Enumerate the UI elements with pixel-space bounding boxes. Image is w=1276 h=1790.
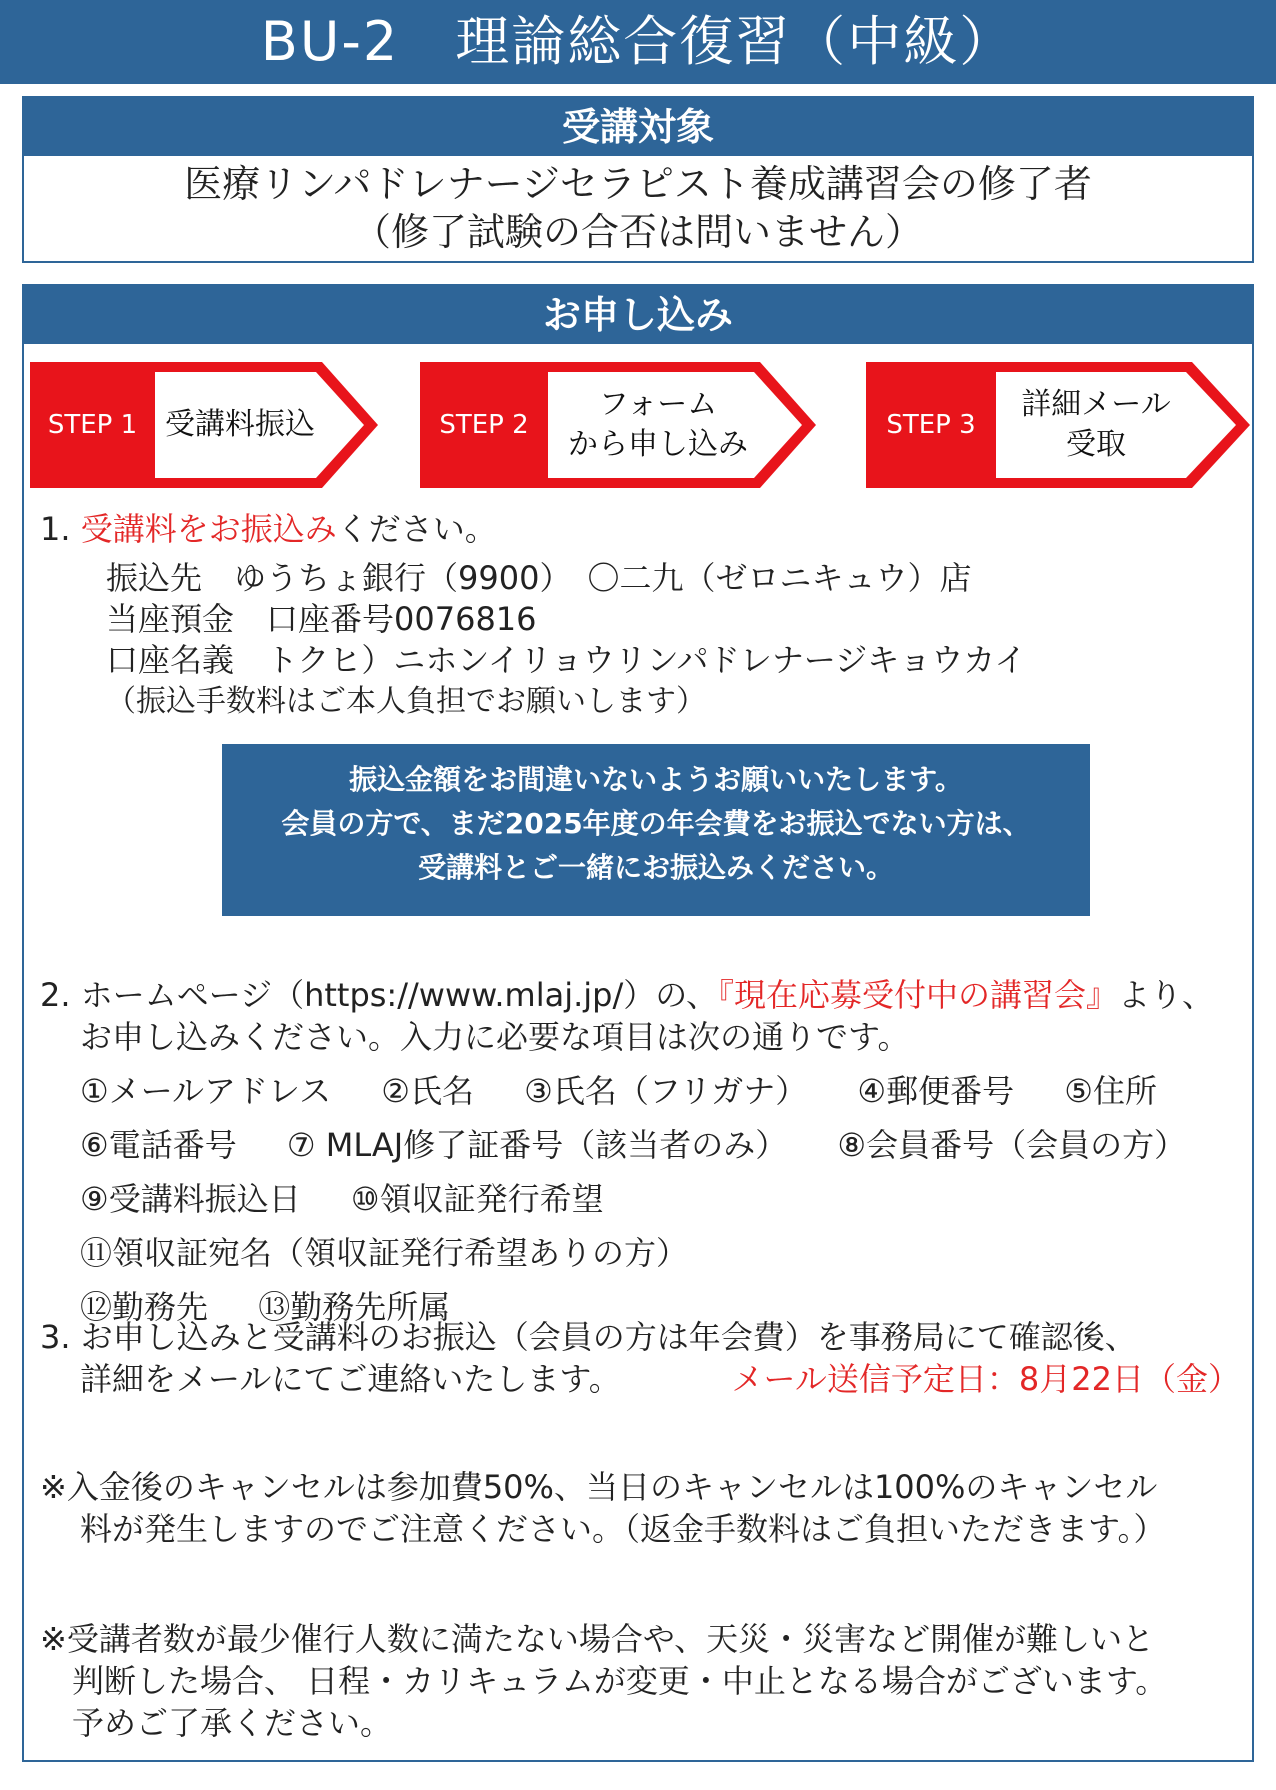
page-title: BU-2 理論総合復習（中級） — [0, 0, 1276, 84]
target-heading: 受講対象 — [24, 98, 1252, 156]
item1-red-text: 受講料をお振込み — [80, 510, 337, 548]
field-item: ⑫勤務先 — [80, 1288, 209, 1326]
item3-line1 — [40, 1316, 1240, 1358]
step1-label — [155, 362, 325, 488]
field-item: ⑧会員番号（会員の方） — [837, 1126, 1187, 1164]
step1-tag: STEP 1 — [47, 410, 138, 440]
field-item: ②氏名 — [381, 1072, 474, 1110]
item1-rest-text: ください。 — [336, 510, 497, 548]
field-item: ⑦ MLAJ修了証番号（該当者のみ） — [286, 1126, 788, 1164]
bank-line-4: （振込手数料はご本人負担でお願いします） — [106, 684, 706, 719]
field-item: ④郵便番号 — [857, 1072, 1015, 1110]
step2-tag: STEP 2 — [439, 410, 529, 440]
change-note-line2: 判断した場合、 日程・カリキュラムが変更・中止となる場合がございます。 — [72, 1662, 1168, 1700]
field-item: ⑬勤務先所属 — [258, 1288, 451, 1326]
item3-line2-text: 詳細をメールにてご連絡いたします。 — [80, 1360, 621, 1398]
bank-info — [106, 558, 1026, 722]
bank-line-1: 振込先 ゆうちょ銀行（9900） 〇二九（ゼロニキュウ）店 — [106, 559, 972, 597]
item2-red-link: 『現在応募受付中の講習会』 — [717, 976, 1118, 1014]
field-item: ⑩領収証発行希望 — [350, 1180, 604, 1218]
item2-post: より、 — [1117, 976, 1214, 1014]
notice-line-3: 受講料とご一緒にお振込みください。 — [417, 851, 894, 884]
item2-line1 — [40, 974, 1214, 1016]
step2-line2: から申し込み — [568, 427, 748, 462]
target-line2: （修了試験の合否は問いません） — [352, 210, 923, 254]
notice-line-1: 振込金額をお間違いないようお願いいたします。 — [349, 763, 963, 796]
field-item: ⑪領収証宛名（領収証発行希望ありの方） — [80, 1234, 689, 1272]
step2-line1: フォーム — [598, 387, 718, 422]
apply-heading: お申し込み — [24, 286, 1252, 344]
field-item: ⑨受講料振込日 — [80, 1180, 301, 1218]
cancel-note-line1: ※入金後のキャンセルは参加費50%、当日のキャンセルは100%のキャンセル — [40, 1468, 1158, 1506]
item1-number: 1. — [40, 510, 71, 548]
field-list — [80, 1064, 1252, 1334]
notice-box — [222, 744, 1090, 916]
step3-tag: STEP 3 — [886, 410, 976, 440]
change-note — [40, 1618, 1167, 1744]
bank-line-2: 当座預金 口座番号0076816 — [106, 600, 537, 638]
field-item: ①メールアドレス — [80, 1072, 332, 1110]
field-item: ⑤住所 — [1064, 1072, 1157, 1110]
field-item: ⑥電話番号 — [80, 1126, 237, 1164]
item2-line2: お申し込みください。入力に必要な項目は次の通りです。 — [80, 1018, 910, 1056]
target-box — [22, 96, 1254, 263]
field-row-1 — [80, 1064, 1252, 1118]
field-row-2 — [80, 1118, 1252, 1172]
step3-label — [996, 362, 1196, 488]
item3-line2 — [40, 1358, 1240, 1400]
field-item: ③氏名（フリガナ） — [524, 1072, 808, 1110]
step1-line1: 受講料振込 — [165, 407, 315, 442]
mail-date: メール送信予定日：8月22日（金） — [731, 1360, 1240, 1398]
change-note-line1: ※受講者数が最少催行人数に満たない場合や、天災・災害など開催が難しいと — [40, 1620, 1155, 1658]
bank-line-3: 口座名義 トクヒ）ニホンイリョウリンパドレナージキョウカイ — [106, 641, 1027, 679]
step-flow — [30, 362, 1252, 488]
change-note-line3: 予めご了承ください。 — [72, 1704, 393, 1742]
item2-text — [40, 974, 1214, 1058]
target-line1: 医療リンパドレナージセラピスト養成講習会の修了者 — [184, 162, 1092, 206]
item3-number: 3. — [40, 1318, 71, 1356]
step3-line2: 受取 — [1066, 427, 1126, 462]
apply-box — [22, 284, 1254, 1762]
field-row-3 — [80, 1172, 1252, 1280]
cancel-note-line2: 料が発生しますのでご注意ください。（返金手数料はご負担いただきます。） — [80, 1510, 1166, 1548]
item2-pre: ホームページ（https://www.mlaj.jp/）の、 — [80, 976, 718, 1014]
target-body — [24, 156, 1252, 256]
item1-heading — [40, 508, 497, 550]
item3-line1-text: お申し込みと受講料のお振込（会員の方は年会費）を事務局にて確認後、 — [80, 1318, 1137, 1356]
item2-number: 2. — [40, 976, 71, 1014]
notice-line-2: 会員の方で、まだ2025年度の年会費をお振込でない方は、 — [281, 807, 1031, 840]
step3-line1: 詳細メール — [1021, 387, 1171, 422]
step2-label — [548, 362, 768, 488]
item3-text — [40, 1316, 1240, 1400]
cancel-note — [40, 1466, 1165, 1550]
